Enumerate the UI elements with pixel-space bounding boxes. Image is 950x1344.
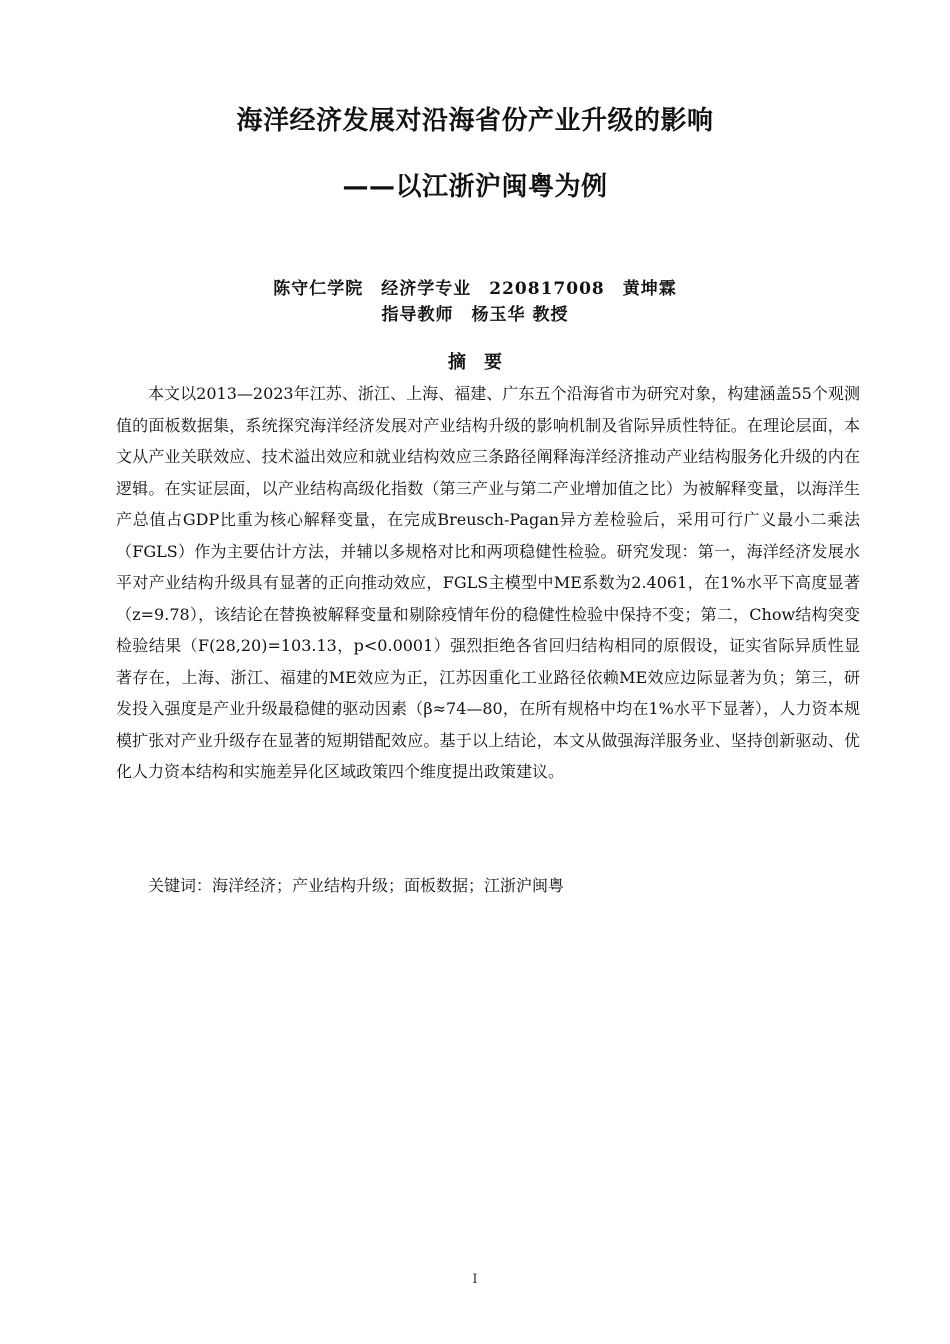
keywords: 关键词：海洋经济；产业结构升级；面板数据；江浙沪闽粤 [148, 876, 565, 895]
page-number: I [472, 1272, 478, 1287]
advisor-info: 指导教师 杨玉华 教授 [381, 305, 569, 325]
abstract-body: 本文以2013—2023年江苏、浙江、上海、福建、广东五个沿海省市为研究对象，构建涵盖55个观测值的面板数据集，系统探究海洋经济发展对产业结构升级的影响机制及省际异质性特征。在理论层面，本文从产业关联效应、技术溢出效应和就业结构效应三条路径阐释海洋经济推动产业结构服务化升级的内在逻辑。在实证层面，以产业结构高级化指数（第三产业与第二产业增加值之比）为被解释变量，以海洋生产总值占GDP比重为核心解释变量，在完成Breusch-Pagan异方差检验后，采用可行广义最小二乘法（FGLS）作为主要估计方法，并辅以多规格对比和两项稳健性检验。研究发现：第一，海洋经济发展水平对产业结构升级具有显著的正向推动效应，FGLS主模型中ME系数为2.4061，在1%水平下高度显著（z=9.78），该结论在替换被解释变量和剔除疫情年份的稳健性检验中保持不变；第二，Chow结构突变检验结果（F(28,20)=103.13，p<0.0001）强烈拒绝各省回归结构相同的原假设，证实省际异质性显著存在，上海、浙江、福建的ME效应为正，江苏因重化工业路径依赖ME效应边际显著为负；第三，研发投入强度是产业升级最稳健的驱动因素（β≈74—80，在所有规格中均在1%水平下显著），人力资本规模扩张对产业升级存在显著的短期错配效应。基于以上结论，本文从做强海洋服务业、坚持创新驱动、优化人力资本结构和实施差异化区域政策四个维度提出政策建议。 [116, 384, 860, 781]
abstract-heading: 摘要 [448, 352, 520, 373]
thesis-subtitle: ——以江浙沪闽粤为例 [342, 172, 608, 202]
thesis-title: 海洋经济发展对沿海省份产业升级的影响 [236, 106, 714, 136]
author-info: 陈守仁学院 经济学专业 220817008 黄坤霖 [273, 279, 677, 299]
